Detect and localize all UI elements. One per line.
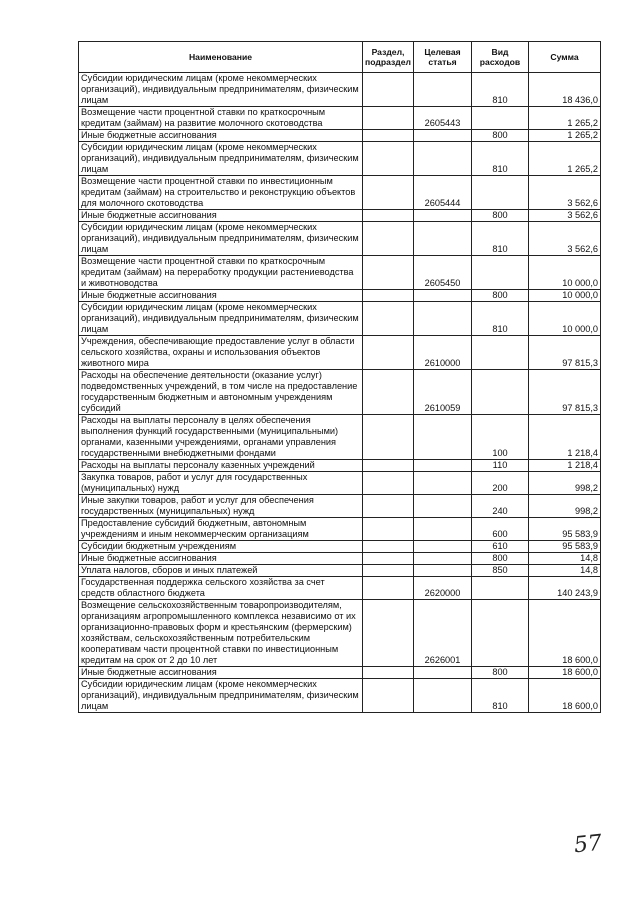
cell-target: 2605443 [414, 107, 472, 130]
cell-target [414, 565, 472, 577]
cell-name: Закупка товаров, работ и услуг для государственных (муниципальных) нужд [79, 472, 363, 495]
cell-sum: 1 265,2 [529, 130, 601, 142]
budget-table [78, 41, 601, 713]
cell-expense-type: 810 [472, 679, 529, 713]
cell-expense-type: 800 [472, 553, 529, 565]
cell-target [414, 667, 472, 679]
cell-sum: 18 600,0 [529, 667, 601, 679]
cell-target [414, 222, 472, 256]
cell-name: Иные бюджетные ассигнования [79, 290, 363, 302]
cell-target [414, 541, 472, 553]
cell-sum: 1 265,2 [529, 107, 601, 130]
table-row [79, 577, 601, 600]
cell-expense-type [472, 336, 529, 370]
cell-expense-type: 850 [472, 565, 529, 577]
cell-expense-type [472, 107, 529, 130]
cell-name: Предоставление субсидий бюджетным, автономным учреждениям и иным некоммерческим организациям [79, 518, 363, 541]
cell-sum: 10 000,0 [529, 256, 601, 290]
cell-expense-type: 800 [472, 210, 529, 222]
cell-target: 2610059 [414, 370, 472, 415]
cell-section [363, 210, 414, 222]
cell-expense-type: 800 [472, 130, 529, 142]
cell-section [363, 415, 414, 460]
cell-section [363, 130, 414, 142]
cell-target [414, 460, 472, 472]
cell-target [414, 302, 472, 336]
cell-section [363, 256, 414, 290]
table-row [79, 222, 601, 256]
cell-target: 2626001 [414, 600, 472, 667]
table-row [79, 73, 601, 107]
cell-name: Иные бюджетные ассигнования [79, 210, 363, 222]
table-row [79, 679, 601, 713]
header-section: Раздел, подраздел [363, 42, 414, 73]
cell-name: Субсидии бюджетным учреждениям [79, 541, 363, 553]
table-row [79, 370, 601, 415]
cell-section [363, 107, 414, 130]
cell-name: Иные бюджетные ассигнования [79, 130, 363, 142]
header-expense-type: Вид расходов [472, 42, 529, 73]
cell-target [414, 472, 472, 495]
cell-expense-type: 240 [472, 495, 529, 518]
cell-name: Возмещение части процентной ставки по краткосрочным кредитам (займам) на переработку продукции растениеводства и животноводства [79, 256, 363, 290]
cell-sum: 3 562,6 [529, 222, 601, 256]
table-row [79, 667, 601, 679]
cell-target [414, 210, 472, 222]
cell-sum: 95 583,9 [529, 518, 601, 541]
cell-expense-type: 810 [472, 222, 529, 256]
cell-target [414, 415, 472, 460]
cell-target [414, 142, 472, 176]
table-row [79, 415, 601, 460]
table-row [79, 472, 601, 495]
cell-expense-type [472, 256, 529, 290]
cell-target [414, 130, 472, 142]
cell-name: Иные бюджетные ассигнования [79, 667, 363, 679]
table-row [79, 541, 601, 553]
cell-sum: 18 600,0 [529, 600, 601, 667]
cell-name: Расходы на выплаты персоналу казенных учреждений [79, 460, 363, 472]
cell-section [363, 600, 414, 667]
cell-expense-type: 800 [472, 667, 529, 679]
page-number: 57 [572, 830, 604, 859]
cell-name: Субсидии юридическим лицам (кроме некоммерческих организаций), индивидуальным предпринимателям, физическим лицам [79, 222, 363, 256]
cell-section [363, 577, 414, 600]
table-row [79, 460, 601, 472]
table-header-row [79, 42, 601, 73]
table-row [79, 495, 601, 518]
cell-section [363, 667, 414, 679]
cell-sum: 18 436,0 [529, 73, 601, 107]
cell-expense-type: 110 [472, 460, 529, 472]
cell-section [363, 679, 414, 713]
cell-sum: 1 218,4 [529, 415, 601, 460]
cell-name: Возмещение сельскохозяйственным товаропроизводителям, организациям агропромышленного комплекса независимо от их организационно-правовых форм и крестьянским (фермерским) хозяйствам, сельскохозяйственным потребительским кооперативам части процентной ставки по инвестиционным кредитам на срок от 2 до 10 лет [79, 600, 363, 667]
cell-section [363, 460, 414, 472]
cell-target [414, 553, 472, 565]
cell-sum: 3 562,6 [529, 210, 601, 222]
cell-sum: 10 000,0 [529, 290, 601, 302]
cell-section [363, 73, 414, 107]
table-row [79, 565, 601, 577]
cell-sum: 1 218,4 [529, 460, 601, 472]
cell-target: 2620000 [414, 577, 472, 600]
cell-sum: 10 000,0 [529, 302, 601, 336]
cell-name: Субсидии юридическим лицам (кроме некоммерческих организаций), индивидуальным предпринимателям, физическим лицам [79, 142, 363, 176]
cell-expense-type [472, 577, 529, 600]
cell-sum: 97 815,3 [529, 336, 601, 370]
cell-target: 2610000 [414, 336, 472, 370]
cell-target: 2605450 [414, 256, 472, 290]
cell-name: Субсидии юридическим лицам (кроме некоммерческих организаций), индивидуальным предпринимателям, физическим лицам [79, 302, 363, 336]
cell-section [363, 472, 414, 495]
cell-section [363, 553, 414, 565]
cell-expense-type: 200 [472, 472, 529, 495]
table-row [79, 107, 601, 130]
cell-section [363, 222, 414, 256]
cell-target [414, 679, 472, 713]
cell-name: Учреждения, обеспечивающие предоставление услуг в области сельского хозяйства, охраны и использования объектов животного мира [79, 336, 363, 370]
table-row [79, 290, 601, 302]
cell-section [363, 541, 414, 553]
cell-expense-type: 810 [472, 73, 529, 107]
cell-section [363, 370, 414, 415]
cell-name: Иные закупки товаров, работ и услуг для обеспечения государственных (муниципальных) нужд [79, 495, 363, 518]
table-row [79, 256, 601, 290]
cell-name: Субсидии юридическим лицам (кроме некоммерческих организаций), индивидуальным предпринимателям, физическим лицам [79, 679, 363, 713]
table-row [79, 142, 601, 176]
cell-sum: 95 583,9 [529, 541, 601, 553]
cell-name: Государственная поддержка сельского хозяйства за счет средств областного бюджета [79, 577, 363, 600]
cell-name: Расходы на обеспечение деятельности (оказание услуг) подведомственных учреждений, в том числе на предоставление государственным бюджетным и автономным учреждениям субсидий [79, 370, 363, 415]
table-row [79, 130, 601, 142]
cell-expense-type [472, 176, 529, 210]
cell-sum: 998,2 [529, 495, 601, 518]
table-row [79, 553, 601, 565]
table-row [79, 600, 601, 667]
cell-target [414, 495, 472, 518]
cell-section [363, 565, 414, 577]
cell-expense-type [472, 600, 529, 667]
cell-name: Расходы на выплаты персоналу в целях обеспечения выполнения функций государственными (муниципальными) органами, казенными учреждениями, органами управления государственными внебюджетными фондами [79, 415, 363, 460]
cell-target [414, 73, 472, 107]
cell-name: Уплата налогов, сборов и иных платежей [79, 565, 363, 577]
cell-expense-type: 800 [472, 290, 529, 302]
cell-expense-type: 810 [472, 302, 529, 336]
cell-section [363, 142, 414, 176]
header-target: Целевая статья [414, 42, 472, 73]
cell-expense-type: 810 [472, 142, 529, 176]
cell-expense-type: 100 [472, 415, 529, 460]
header-name: Наименование [79, 42, 363, 73]
cell-sum: 998,2 [529, 472, 601, 495]
cell-expense-type: 610 [472, 541, 529, 553]
cell-section [363, 176, 414, 210]
cell-name: Возмещение части процентной ставки по инвестиционным кредитам (займам) на строительство и реконструкцию объектов для молочного скотоводства [79, 176, 363, 210]
cell-target: 2605444 [414, 176, 472, 210]
table-row [79, 518, 601, 541]
cell-section [363, 518, 414, 541]
table-row [79, 302, 601, 336]
cell-target [414, 290, 472, 302]
cell-name: Иные бюджетные ассигнования [79, 553, 363, 565]
table-row [79, 336, 601, 370]
cell-expense-type [472, 370, 529, 415]
cell-section [363, 336, 414, 370]
cell-expense-type: 600 [472, 518, 529, 541]
header-sum: Сумма [529, 42, 601, 73]
cell-sum: 14,8 [529, 553, 601, 565]
cell-sum: 1 265,2 [529, 142, 601, 176]
cell-section [363, 495, 414, 518]
cell-name: Субсидии юридическим лицам (кроме некоммерческих организаций), индивидуальным предпринимателям, физическим лицам [79, 73, 363, 107]
cell-section [363, 302, 414, 336]
cell-sum: 3 562,6 [529, 176, 601, 210]
table-row [79, 210, 601, 222]
cell-sum: 97 815,3 [529, 370, 601, 415]
cell-name: Возмещение части процентной ставки по краткосрочным кредитам (займам) на развитие молочного скотоводства [79, 107, 363, 130]
cell-sum: 18 600,0 [529, 679, 601, 713]
cell-sum: 14,8 [529, 565, 601, 577]
cell-sum: 140 243,9 [529, 577, 601, 600]
cell-target [414, 518, 472, 541]
table-row [79, 176, 601, 210]
cell-section [363, 290, 414, 302]
